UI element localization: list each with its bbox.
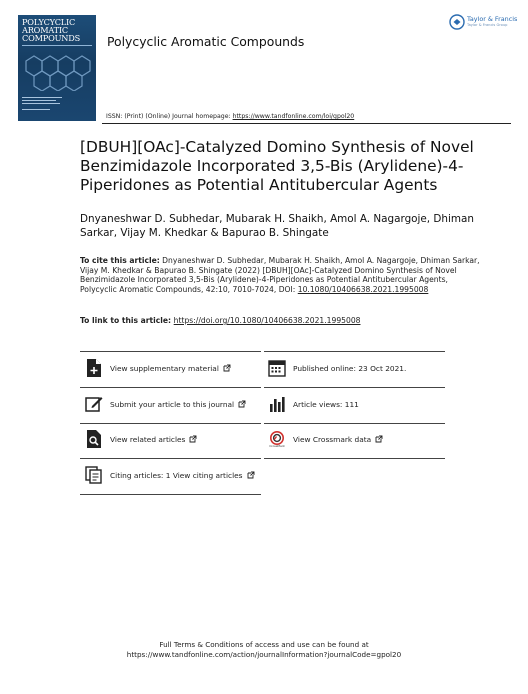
views-label: Article views: 111 [293, 399, 359, 409]
crossmark-logo-text: CrossMark [269, 443, 285, 448]
journal-cover-image [18, 15, 96, 121]
box-divider [264, 351, 445, 352]
crossmark-label: View Crossmark data [293, 434, 372, 444]
cover-blurb-line [22, 109, 50, 110]
bar-chart-icon [267, 394, 287, 414]
supplementary-label: View supplementary material [110, 363, 219, 373]
box-divider [80, 458, 261, 459]
published-label: Published online: 23 Oct 2021. [293, 363, 407, 373]
footer-terms-text: Full Terms & Conditions of access and use can be found at [159, 640, 369, 649]
footer-terms-link[interactable]: https://www.tandfonline.com/action/journalInformation?journalCode=gpol20 [126, 650, 402, 659]
add-document-icon [84, 358, 104, 378]
related-label: View related articles [110, 434, 186, 444]
citing-articles-link[interactable] [84, 462, 265, 488]
related-articles-link[interactable] [84, 426, 265, 452]
hexagon-pattern-icon [18, 51, 96, 91]
cover-title-line-2: AROMATIC [22, 25, 68, 36]
cover-title-line-1: POLYCYCLIC [22, 17, 76, 27]
search-document-icon [84, 429, 104, 449]
issn-homepage-line [106, 113, 354, 120]
publisher-name: Taylor & Francis [467, 15, 518, 23]
cover-blurb-line [22, 103, 60, 104]
crossmark-link[interactable] [267, 426, 448, 452]
citing-label: Citing articles: 1 View citing articles [110, 470, 243, 480]
published-online-info [267, 355, 448, 381]
box-divider [80, 387, 261, 388]
publisher-tagline: Taylor & Francis Group [467, 23, 508, 27]
calendar-icon [267, 358, 287, 378]
journal-name[interactable]: Polycyclic Aromatic Compounds [107, 34, 305, 49]
header-divider [102, 123, 511, 124]
external-link-icon [247, 471, 255, 479]
edit-icon [84, 394, 104, 414]
external-link-icon [375, 435, 383, 443]
crossmark-icon [267, 429, 287, 449]
link-block [80, 316, 480, 326]
cover-title-line-3: COMPOUNDS [22, 33, 81, 44]
supplementary-material-link[interactable] [84, 355, 265, 381]
box-divider [264, 458, 445, 459]
box-divider [80, 351, 261, 352]
submit-article-link[interactable] [84, 391, 265, 417]
issn-label: ISSN: (Print) (Online) Journal homepage: [106, 113, 233, 120]
cover-subtitle-rule [22, 45, 92, 49]
cover-blurb-line [22, 100, 56, 101]
article-doi-link[interactable]: https://doi.org/10.1080/10406638.2021.1995008 [173, 316, 361, 325]
box-divider [80, 494, 261, 495]
article-views-info [267, 391, 448, 417]
citing-documents-icon [84, 465, 104, 485]
external-link-icon [189, 435, 197, 443]
external-link-icon [238, 400, 246, 408]
citation-label: To cite this article: [80, 256, 160, 265]
citation-doi-link[interactable]: 10.1080/10406638.2021.1995008 [297, 284, 429, 294]
citation-block [80, 256, 480, 294]
external-link-icon [223, 364, 231, 372]
link-label: To link to this article: [80, 316, 174, 325]
cover-blurb-line [22, 97, 62, 98]
journal-homepage-link[interactable]: https://www.tandfonline.com/loi/gpol20 [232, 113, 355, 120]
article-title: [DBUH][OAc]-Catalyzed Domino Synthesis of Novel Benzimidazole Incorporated 3,5-Bis (Arylidene)-4-Piperidones as Potential Antitubercular Agents [80, 138, 474, 194]
citation-text: Dnyaneshwar D. Subhedar, Mubarak H. Shaikh, Amol A. Nagargoje, Dhiman Sarkar, Vijay M. Khedkar & Bapurao B. Shingate (2022) [DBUH][OAc]-Catalyzed Domino Synthesis of Novel Benzimidazole Incorporated 3,5-Bis (Arylidene)-4-Piperidones as Potential Antitubercular Agents, Polycyclic Aromatic Compounds, 42:10, 7010-7024, DOI: [80, 256, 480, 294]
publisher-logo-icon [449, 14, 465, 30]
box-divider [80, 423, 261, 424]
box-divider [264, 423, 445, 424]
article-authors: Dnyaneshwar D. Subhedar, Mubarak H. Shaikh, Amol A. Nagargoje, Dhiman Sarkar, Vijay M. Khedkar & Bapurao B. Shingate [80, 213, 474, 239]
submit-label: Submit your article to this journal [110, 399, 235, 409]
box-divider [264, 387, 445, 388]
